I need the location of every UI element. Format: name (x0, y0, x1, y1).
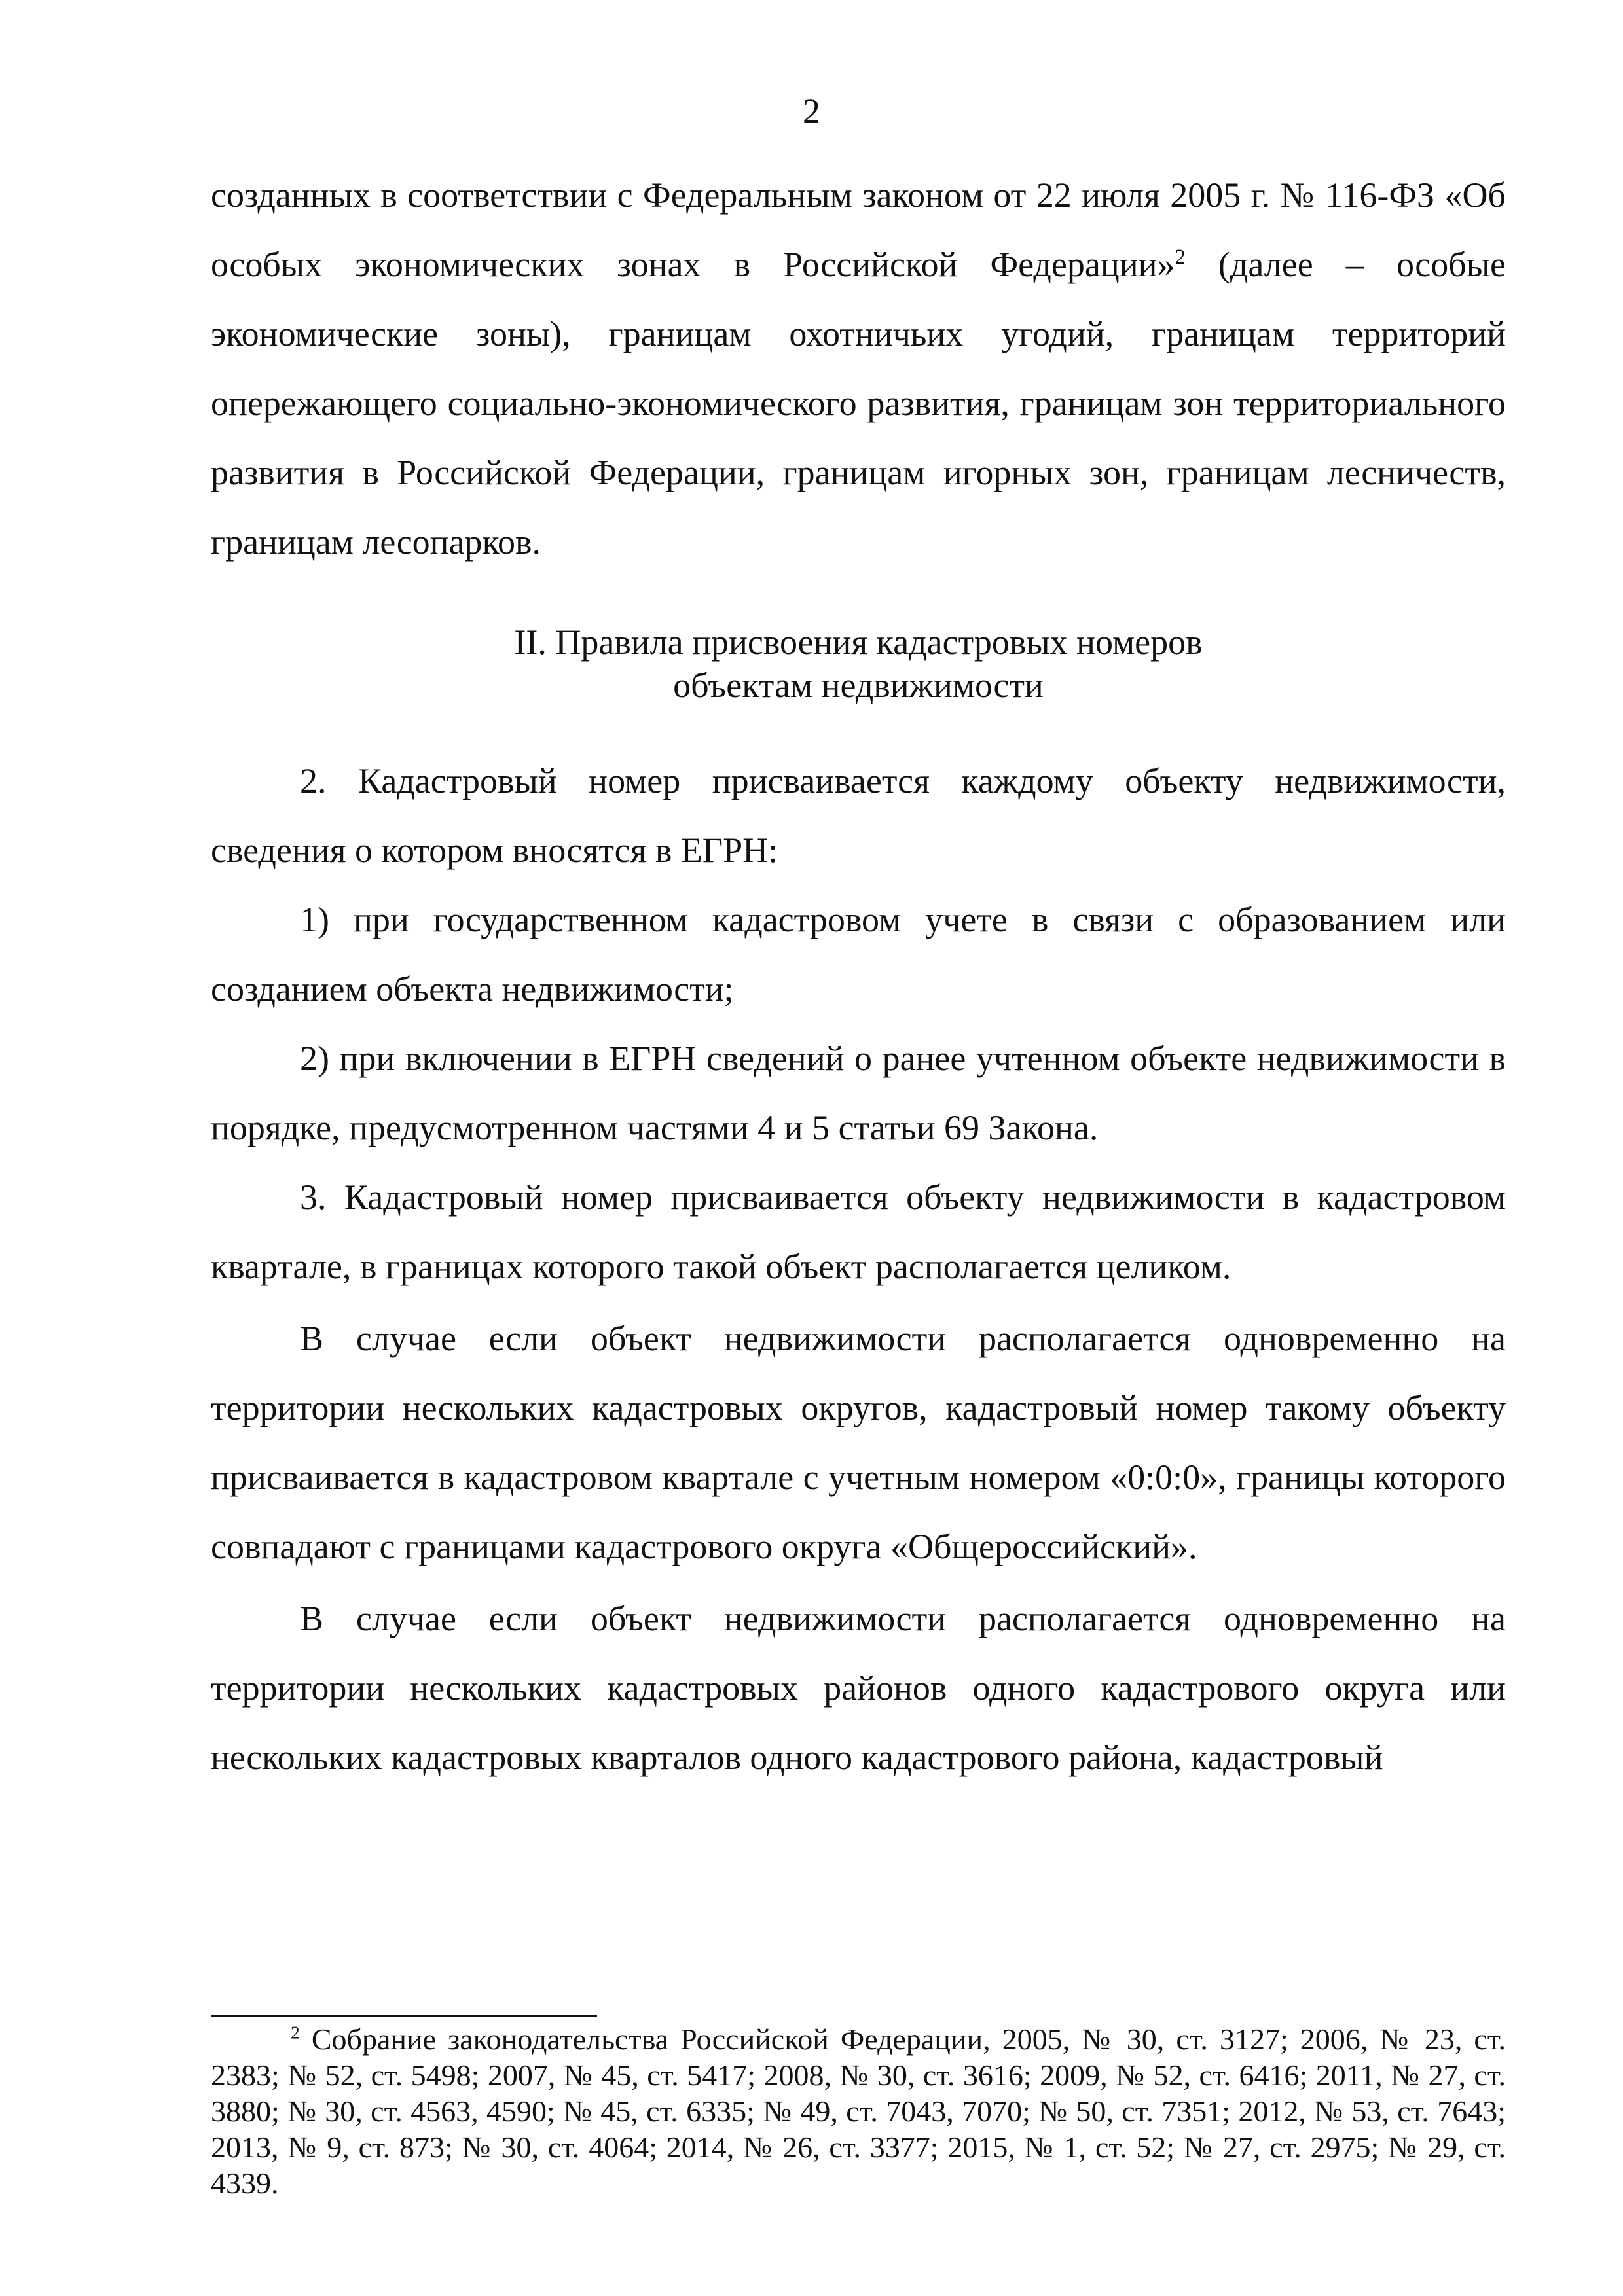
paragraph-item-2: 2. Кадастровый номер присваивается каждому объекту недвижимости, сведения о котором вносятся в ЕГРН: (211, 761, 1506, 870)
footnote-reference: 2 (1175, 245, 1186, 269)
page-number: 2 (803, 92, 820, 131)
paragraph-subitem-1: 1) при государственном кадастровом учете в связи с образованием или созданием объекта недвижимости; (211, 900, 1506, 1009)
paragraph-district-case: В случае если объект недвижимости располагается одновременно на территории нескольких кадастровых районов одного кадастрового округа или нескольких кадастровых кварталов одного кадастрового района, кадастровый (211, 1599, 1506, 1777)
footnote (211, 2021, 1506, 2201)
paragraph-item-3: 3. Кадастровый номер присваивается объекту недвижимости в кадастровом квартале, в границах которого такой объект располагается целиком. (211, 1177, 1506, 1286)
paragraph-okrug-case: В случае если объект недвижимости располагается одновременно на территории нескольких кадастровых округов, кадастровый номер такому объекту присваивается в кадастровом квартале с учетным номером «0:0:0», границы которого совпадают с границами кадастрового округа «Общероссийский». (211, 1319, 1506, 1566)
intro-paragraph (211, 160, 1506, 577)
footnote-divider (211, 2015, 597, 2017)
section-body (211, 746, 1506, 1792)
section-heading (211, 620, 1506, 707)
intro-text-start: созданных в соответствии с Федеральным законом от 22 июля 2005 г. № 116-ФЗ «Об особых экономических зонах в Российской Федерации» (211, 175, 1506, 284)
section-heading-line-2: объектам недвижимости (673, 666, 1044, 705)
intro-text-end: (далее – особые экономические зоны), границам охотничьих угодий, границам территорий опережающего социально-экономического развития, границам зон территориального развития в Российской Федерации, границам игорных зон, границам лесничеств, границам лесопарков. (211, 245, 1506, 562)
section-heading-line-1: II. Правила присвоения кадастровых номеров (514, 622, 1203, 662)
paragraph-subitem-2: 2) при включении в ЕГРН сведений о ранее учтенном объекте недвижимости в порядке, предусмотренном частями 4 и 5 статьи 69 Закона. (211, 1039, 1506, 1147)
footnote-marker: 2 (291, 2022, 300, 2043)
footnote-text: Собрание законодательства Российской Федерации, 2005, № 30, ст. 3127; 2006, № 23, ст. 2383; № 52, ст. 5498; 2007, № 45, ст. 5417; 2008, № 30, ст. 3616; 2009, № 52, ст. 6416; 2011, № 27, ст. 3880; № 30, ст. 4563, 4590; № 45, ст. 6335; № 49, ст. 7043, 7070; № 50, ст. 7351; 2012, № 53, ст. 7643; 2013, № 9, ст. 873; № 30, ст. 4064; 2014, № 26, ст. 3377; 2015, № 1, ст. 52; № 27, ст. 2975; № 29, ст. 4339. (211, 2022, 1506, 2200)
